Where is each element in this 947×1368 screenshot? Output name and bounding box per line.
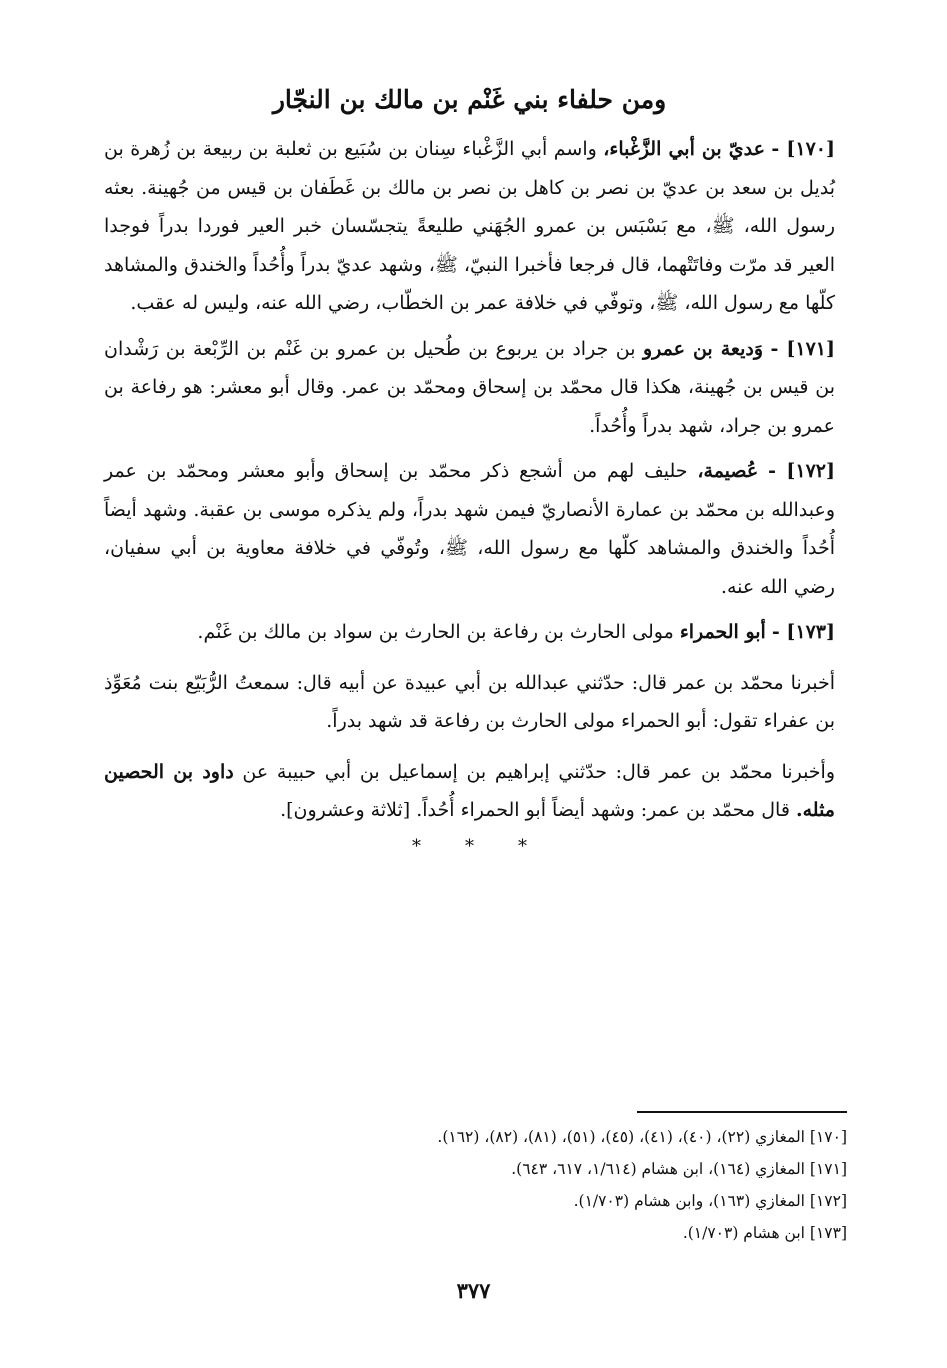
section-heading: ومن حلفاء بني غَنْم بن مالك بن النجّار: [272, 85, 667, 114]
entry-173: [104, 613, 835, 652]
narration-text: وأخبرنا محمّد بن عمر قال: حدّثني إبراهيم بن إسماعيل بن أبي حبيبة عن: [242, 760, 835, 783]
entry-text: بن جراد بن يربوع بن طُحيل بن عمرو بن غَنْم بن الرِّبْعة بن رَشْدان بن قيس بن جُهينة، هكذا قال محمّد بن إسحاق ومحمّد بن عمر. وقال أبو معشر: هو رفاعة بن عمرو بن جراد، شهد بدراً وأُحُداً.: [104, 337, 835, 437]
narration-tail-text: قال محمّد بن عمر: وشهد أيضاً أبو الحمراء أُحُداً. [ثلاثة وعشرون].: [280, 799, 790, 821]
entry-text: واسم أبي الزَّغْباء سِنان بن سُبَيع بن ثعلبة بن ربيعة بن زُهرة بن بُديل بن سعد بن عديّ بن نصر بن كاهل بن نصر بن مالك بن غَطَفان بن قيس من جُهينة. بعثه رسول الله، ﷺ، مع بَسْبَس بن عمرو الجُهَني طليعةً يتجسّسان خبر العير فوردا بدراً فوجدا العير قد مرّت وفاتَتْهما، قال فرجعا فأخبرا النبيّ، ﷺ، وشهد عديّ بدراً وأُحُداً والخندق والمشاهد كلّها مع رسول الله، ﷺ، وتوفّي في خلافة عمر بن الخطّاب، رضي الله عنه، وليس له عقب.: [104, 138, 835, 314]
entry-text: مولى الحارث بن رفاعة بن الحارث بن سواد بن مالك بن غَنْم.: [197, 621, 674, 643]
footnotes: [207, 1111, 847, 1249]
entry-text: حليف لهم من أشجع ذكر محمّد بن إسحاق وأبو معشر ومحمّد بن عمر وعبدالله بن محمّد بن عمارة الأنصاريّ فيمن شهد بدراً، ولم يذكره موسى بن عقبة. وشهد أيضاً أُحُداً والخندق والمشاهد كلّها مع رسول الله، ﷺ، وتُوفّي في خلافة معاوية بن أبي سفيان، رضي الله عنه.: [104, 460, 835, 598]
footnote-172: [١٧٢] المغازي (١٦٣)، وابن هشام (١/٧٠٣).: [573, 1192, 847, 1210]
entry-number: [١٧٠] -: [771, 138, 835, 160]
entry-170: [104, 130, 835, 323]
entry-172: [104, 452, 835, 606]
entry-number: [١٧٢] -: [768, 460, 835, 482]
entry-name: عُصيمة،: [697, 460, 759, 482]
entry-name: عديّ بن أبي الزَّغْباء،: [603, 138, 765, 160]
narration-bold-text: داود بن الحصين مثله.: [104, 760, 835, 821]
entry-number: [١٧٣] -: [771, 621, 835, 643]
page-number: ٣٧٧: [456, 1278, 491, 1303]
narration-text: أخبرنا محمّد بن عمر قال: حدّثني عبدالله بن أبي عبيدة عن أبيه قال: سمعتُ الرُّبَيّع بنت مُعَوِّذ بن عفراء تقول: أبو الحمراء مولى الحارث بن رفاعة قد شهد بدراً.: [104, 671, 835, 732]
narration-2: [104, 753, 835, 830]
entry-171: [104, 330, 835, 446]
section-separator: ***: [412, 835, 571, 857]
entry-name: وَديعة بن عمرو: [642, 337, 763, 360]
entry-number: [١٧١] -: [770, 337, 835, 360]
footnote-rule: [637, 1111, 847, 1113]
narration-1: [104, 664, 835, 741]
entry-name: أبو الحمراء: [679, 621, 766, 643]
footnote-170: [١٧٠] المغازي (٢٢)، (٤٠)، (٤١)، (٤٥)، (٥١)، (٨١)، (٨٢)، (١٦٢).: [437, 1128, 847, 1146]
footnote-171: [١٧١] المغازي (١٦٤)، ابن هشام (١/٦١٤، ٦١٧، ٦٤٣).: [511, 1160, 847, 1178]
footnote-173: [١٧٣] ابن هشام (١/٧٠٣).: [682, 1224, 847, 1242]
